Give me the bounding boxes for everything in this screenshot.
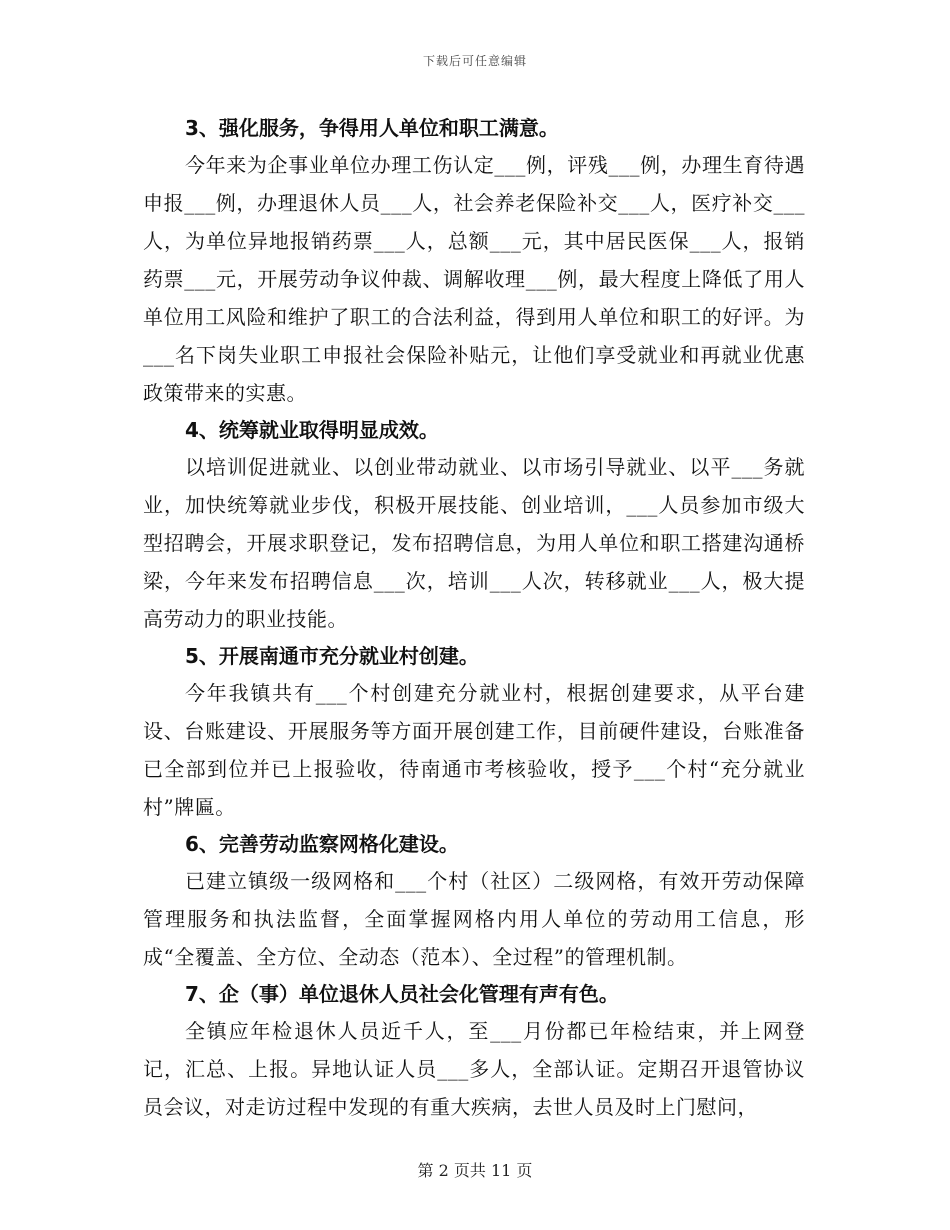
section-heading: 4、统筹就业取得明显成效。 — [185, 418, 439, 442]
section-paragraph: 今年来为企事业单位办理工伤认定___例，评残___例，办理生育待遇申报___例，办理退休人员___人，社会养老保险补交___人，医疗补交___人，为单位异地报销药票___人，总额___元，其中居民医保___人，报销药票___元，开展劳动争议仲裁、调解收理___例，最大程度上降低了用人单位用工风险和维护了职工的合法利益，得到用人单位和职工的好评。为___名下岗失业职工申报社会保险补贴元，让他们享受就业和再就业优惠政策带来的实惠。 — [143, 153, 805, 405]
section-paragraph: 全镇应年检退休人员近千人，至___月份都已年检结束，并上网登记，汇总、上报。异地认证人员___多人，全部认证。定期召开退管协议员会议，对走访过程中发现的有重大疾病，去世人员及时上门慰问， — [143, 1019, 805, 1119]
section-heading: 6、完善劳动监察网格化建设。 — [185, 832, 459, 856]
section-5 — [143, 638, 805, 826]
section-paragraph: 以培训促进就业、以创业带动就业、以市场引导就业、以平___务就业，加快统筹就业步伐，积极开展技能、创业培训，___人员参加市级大型招聘会，开展求职登记，发布招聘信息，为用人单位和职工搭建沟通桥梁，今年来发布招聘信息___次，培训___人次，转移就业___人，极大提高劳动力的职业技能。 — [143, 455, 805, 631]
section-paragraph: 已建立镇级一级网格和___个村（社区）二级网格，有效开劳动保障管理服务和执法监督，全面掌握网格内用人单位的劳动用工信息，形成“全覆盖、全方位、全动态（范本）、全过程”的管理机制。 — [143, 869, 805, 969]
section-paragraph: 今年我镇共有___个村创建充分就业村，根据创建要求，从平台建设、台账建设、开展服务等方面开展创建工作，目前硬件建设，台账准备已全部到位并已上报验收，待南通市考核验收，授予___个村“充分就业村”牌匾。 — [143, 681, 805, 819]
page-footer: 第 2 页共 11 页 — [417, 1161, 533, 1180]
section-3 — [143, 110, 805, 412]
document-body — [143, 110, 805, 1126]
page-header: 下载后可任意编辑 — [422, 54, 527, 68]
section-7 — [143, 976, 805, 1126]
section-heading: 3、强化服务，争得用人单位和职工满意。 — [185, 116, 559, 140]
section-6 — [143, 826, 805, 976]
section-heading: 5、开展南通市充分就业村创建。 — [185, 644, 479, 668]
section-4 — [143, 412, 805, 638]
section-heading: 7、企（事）单位退休人员社会化管理有声有色。 — [185, 982, 619, 1006]
